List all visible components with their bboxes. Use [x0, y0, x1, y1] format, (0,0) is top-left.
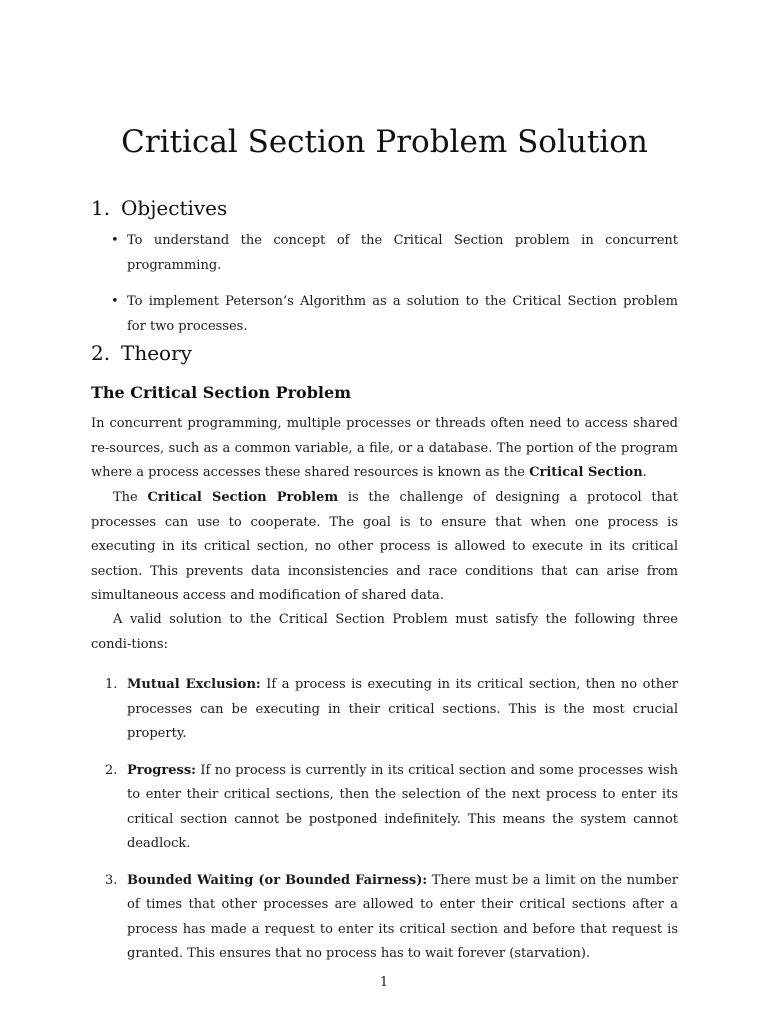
bold-term: Critical Section	[529, 465, 643, 480]
paragraph-text: is the challenge of designing a protocol that processes can use to cooperate. The goal is to ensure that when one process is executing in its critical section, no other process is allowed to execute in its critical section. This prevents data inconsistencies and race conditions that can arise from simultaneous access and modification of shared data.	[91, 490, 678, 603]
bullet-icon: •	[111, 233, 119, 248]
list-item-text: There must be a limit on the number of times that other processes are allowed to enter their critical sections after a process has made a request to enter its critical section and before that request is granted. This ensures that no process has to wait forever (starvation).	[127, 872, 678, 961]
list-item	[91, 673, 678, 747]
list-item-text: If a process is executing in its critical section, then no other processes can be executing in their critical sections. This is the most crucial property.	[127, 677, 678, 741]
section-heading-objectives	[91, 195, 227, 221]
paragraph-text: .	[642, 465, 647, 480]
conditions-list	[91, 673, 678, 979]
item-number: 2.	[105, 762, 118, 778]
paragraph-text: The	[113, 490, 148, 505]
bold-term: Progress:	[127, 762, 196, 778]
paragraph-intro	[91, 412, 678, 486]
list-item	[91, 869, 678, 967]
section-heading-theory	[91, 340, 192, 366]
paragraph-conditions-intro: A valid solution to the Critical Section Problem must satisfy the following three condi-tions:	[91, 612, 678, 652]
list-item-text: If no process is currently in its critical section and some processes wish to enter their critical sections, then the selection of the next process to enter its critical section cannot be postponed indefinitely. This means the system cannot deadlock.	[127, 762, 678, 851]
list-item	[91, 229, 678, 278]
paragraph-text: In concurrent programming, multiple processes or threads often need to access shared re-sources, such as a common variable, a file, or a database. The portion of the program where a process accesses these shared resources is known as the	[91, 416, 678, 480]
subsection-heading: The Critical Section Problem	[91, 383, 352, 402]
page-number: 1	[379, 975, 389, 990]
list-item-text: To implement Peterson’s Algorithm as a solution to the Critical Section problem for two processes.	[127, 294, 678, 334]
bold-term: Bounded Waiting (or Bounded Fairness):	[127, 872, 428, 888]
objectives-list	[91, 229, 678, 351]
bold-term: Critical Section Problem	[147, 490, 339, 505]
list-item-text: To understand the concept of the Critical Section problem in concurrent programming.	[127, 233, 678, 273]
list-item	[91, 759, 678, 857]
item-number: 3.	[105, 872, 118, 888]
list-item	[91, 290, 678, 339]
paragraph-problem	[91, 486, 678, 609]
section-number: 2.	[91, 341, 111, 365]
section-title: Objectives	[121, 196, 228, 220]
item-number: 1.	[105, 677, 118, 692]
document-title: Critical Section Problem Solution	[121, 124, 648, 160]
bold-term: Mutual Exclusion:	[127, 677, 261, 692]
bullet-icon: •	[111, 294, 119, 309]
section-title: Theory	[121, 341, 192, 365]
section-number: 1.	[91, 196, 111, 220]
